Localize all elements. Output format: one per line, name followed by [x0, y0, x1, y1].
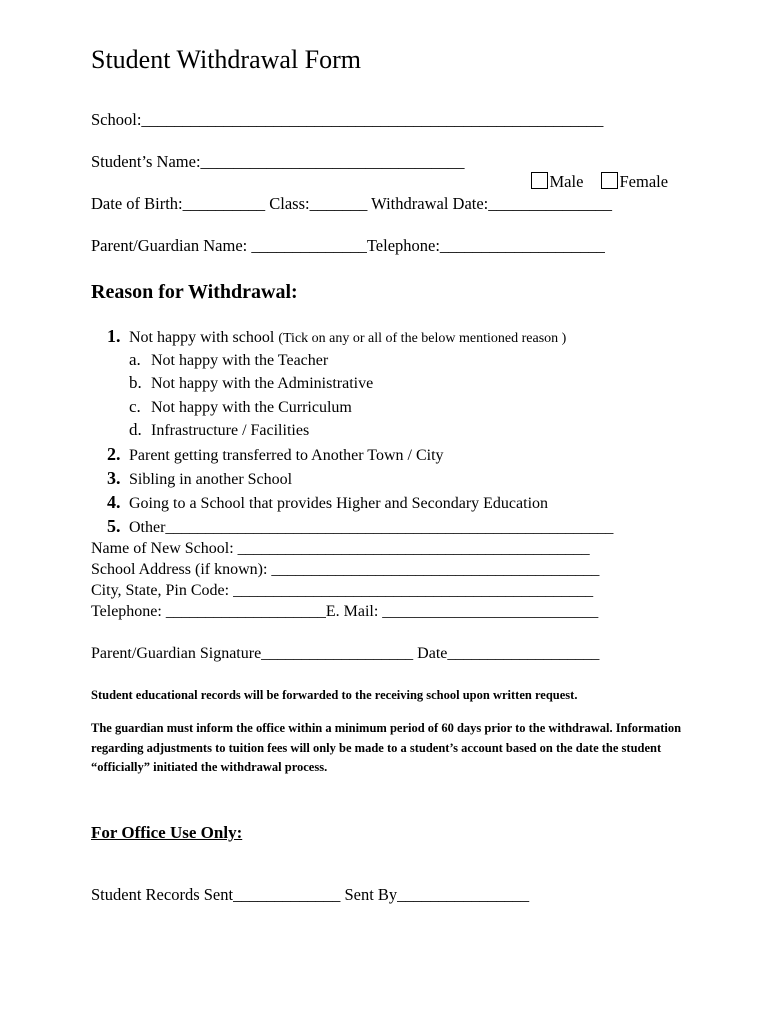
female-checkbox[interactable]	[601, 172, 618, 189]
reason-heading: Reason for Withdrawal:	[91, 281, 298, 303]
reason-text: Other________________________________________________________	[129, 519, 614, 536]
male-checkbox[interactable]	[531, 172, 548, 189]
sub-letter: b.	[129, 373, 142, 392]
reason-text: Not happy with school	[129, 329, 275, 346]
office-use-heading: For Office Use Only:	[91, 823, 243, 842]
telephone-email-field[interactable]: Telephone: ____________________E. Mail: ___________________________	[91, 603, 599, 620]
reason-text: Sibling in another School	[129, 471, 293, 488]
reason-number: 2.	[107, 444, 121, 464]
sub-text: Not happy with the Curriculum	[151, 399, 352, 416]
reason-number: 5.	[107, 516, 121, 536]
reason-note: (Tick on any or all of the below mentioned reason )	[278, 331, 567, 346]
reason-number: 4.	[107, 492, 121, 512]
guardian-note: The guardian must inform the office within a minimum period of 60 days prior to the withdrawal. Information regarding adjustments to tuition fees will only be made to a student’s account based on the date the student “officially” initiated the withdrawal process.	[91, 721, 682, 774]
records-sent-line[interactable]: Student Records Sent_____________ Sent By________________	[91, 885, 530, 904]
dob-class-withdrawal-line[interactable]: Date of Birth:__________ Class:_______ Withdrawal Date:_______________	[91, 194, 613, 213]
sub-text: Not happy with the Teacher	[151, 352, 329, 369]
reason-text: Parent getting transferred to Another Town / City	[129, 447, 444, 464]
parent-telephone-line[interactable]: Parent/Guardian Name: ______________Telephone:____________________	[91, 236, 605, 255]
new-school-name-field[interactable]: Name of New School: ____________________________________________	[91, 540, 590, 557]
female-label: Female	[619, 172, 669, 191]
male-label: Male	[549, 172, 584, 191]
student-name-field[interactable]: Student’s Name:________________________________	[91, 152, 465, 171]
sub-text: Not happy with the Administrative	[151, 375, 374, 392]
signature-date-line[interactable]: Parent/Guardian Signature___________________ Date___________________	[91, 645, 600, 662]
city-state-pin-field[interactable]: City, State, Pin Code: _____________________________________________	[91, 582, 594, 599]
records-note: Student educational records will be forwarded to the receiving school upon written request.	[91, 688, 578, 702]
reason-number: 3.	[107, 468, 121, 488]
school-field[interactable]: School:________________________________________________________	[91, 110, 604, 129]
reason-number: 1.	[107, 326, 121, 346]
sub-letter: d.	[129, 420, 142, 439]
sub-text: Infrastructure / Facilities	[151, 422, 310, 439]
sub-letter: c.	[129, 397, 141, 416]
form-title: Student Withdrawal Form	[91, 45, 362, 74]
school-address-field[interactable]: School Address (if known): _________________________________________	[91, 561, 600, 578]
reason-text: Going to a School that provides Higher and Secondary Education	[129, 495, 549, 512]
sub-letter: a.	[129, 350, 141, 369]
